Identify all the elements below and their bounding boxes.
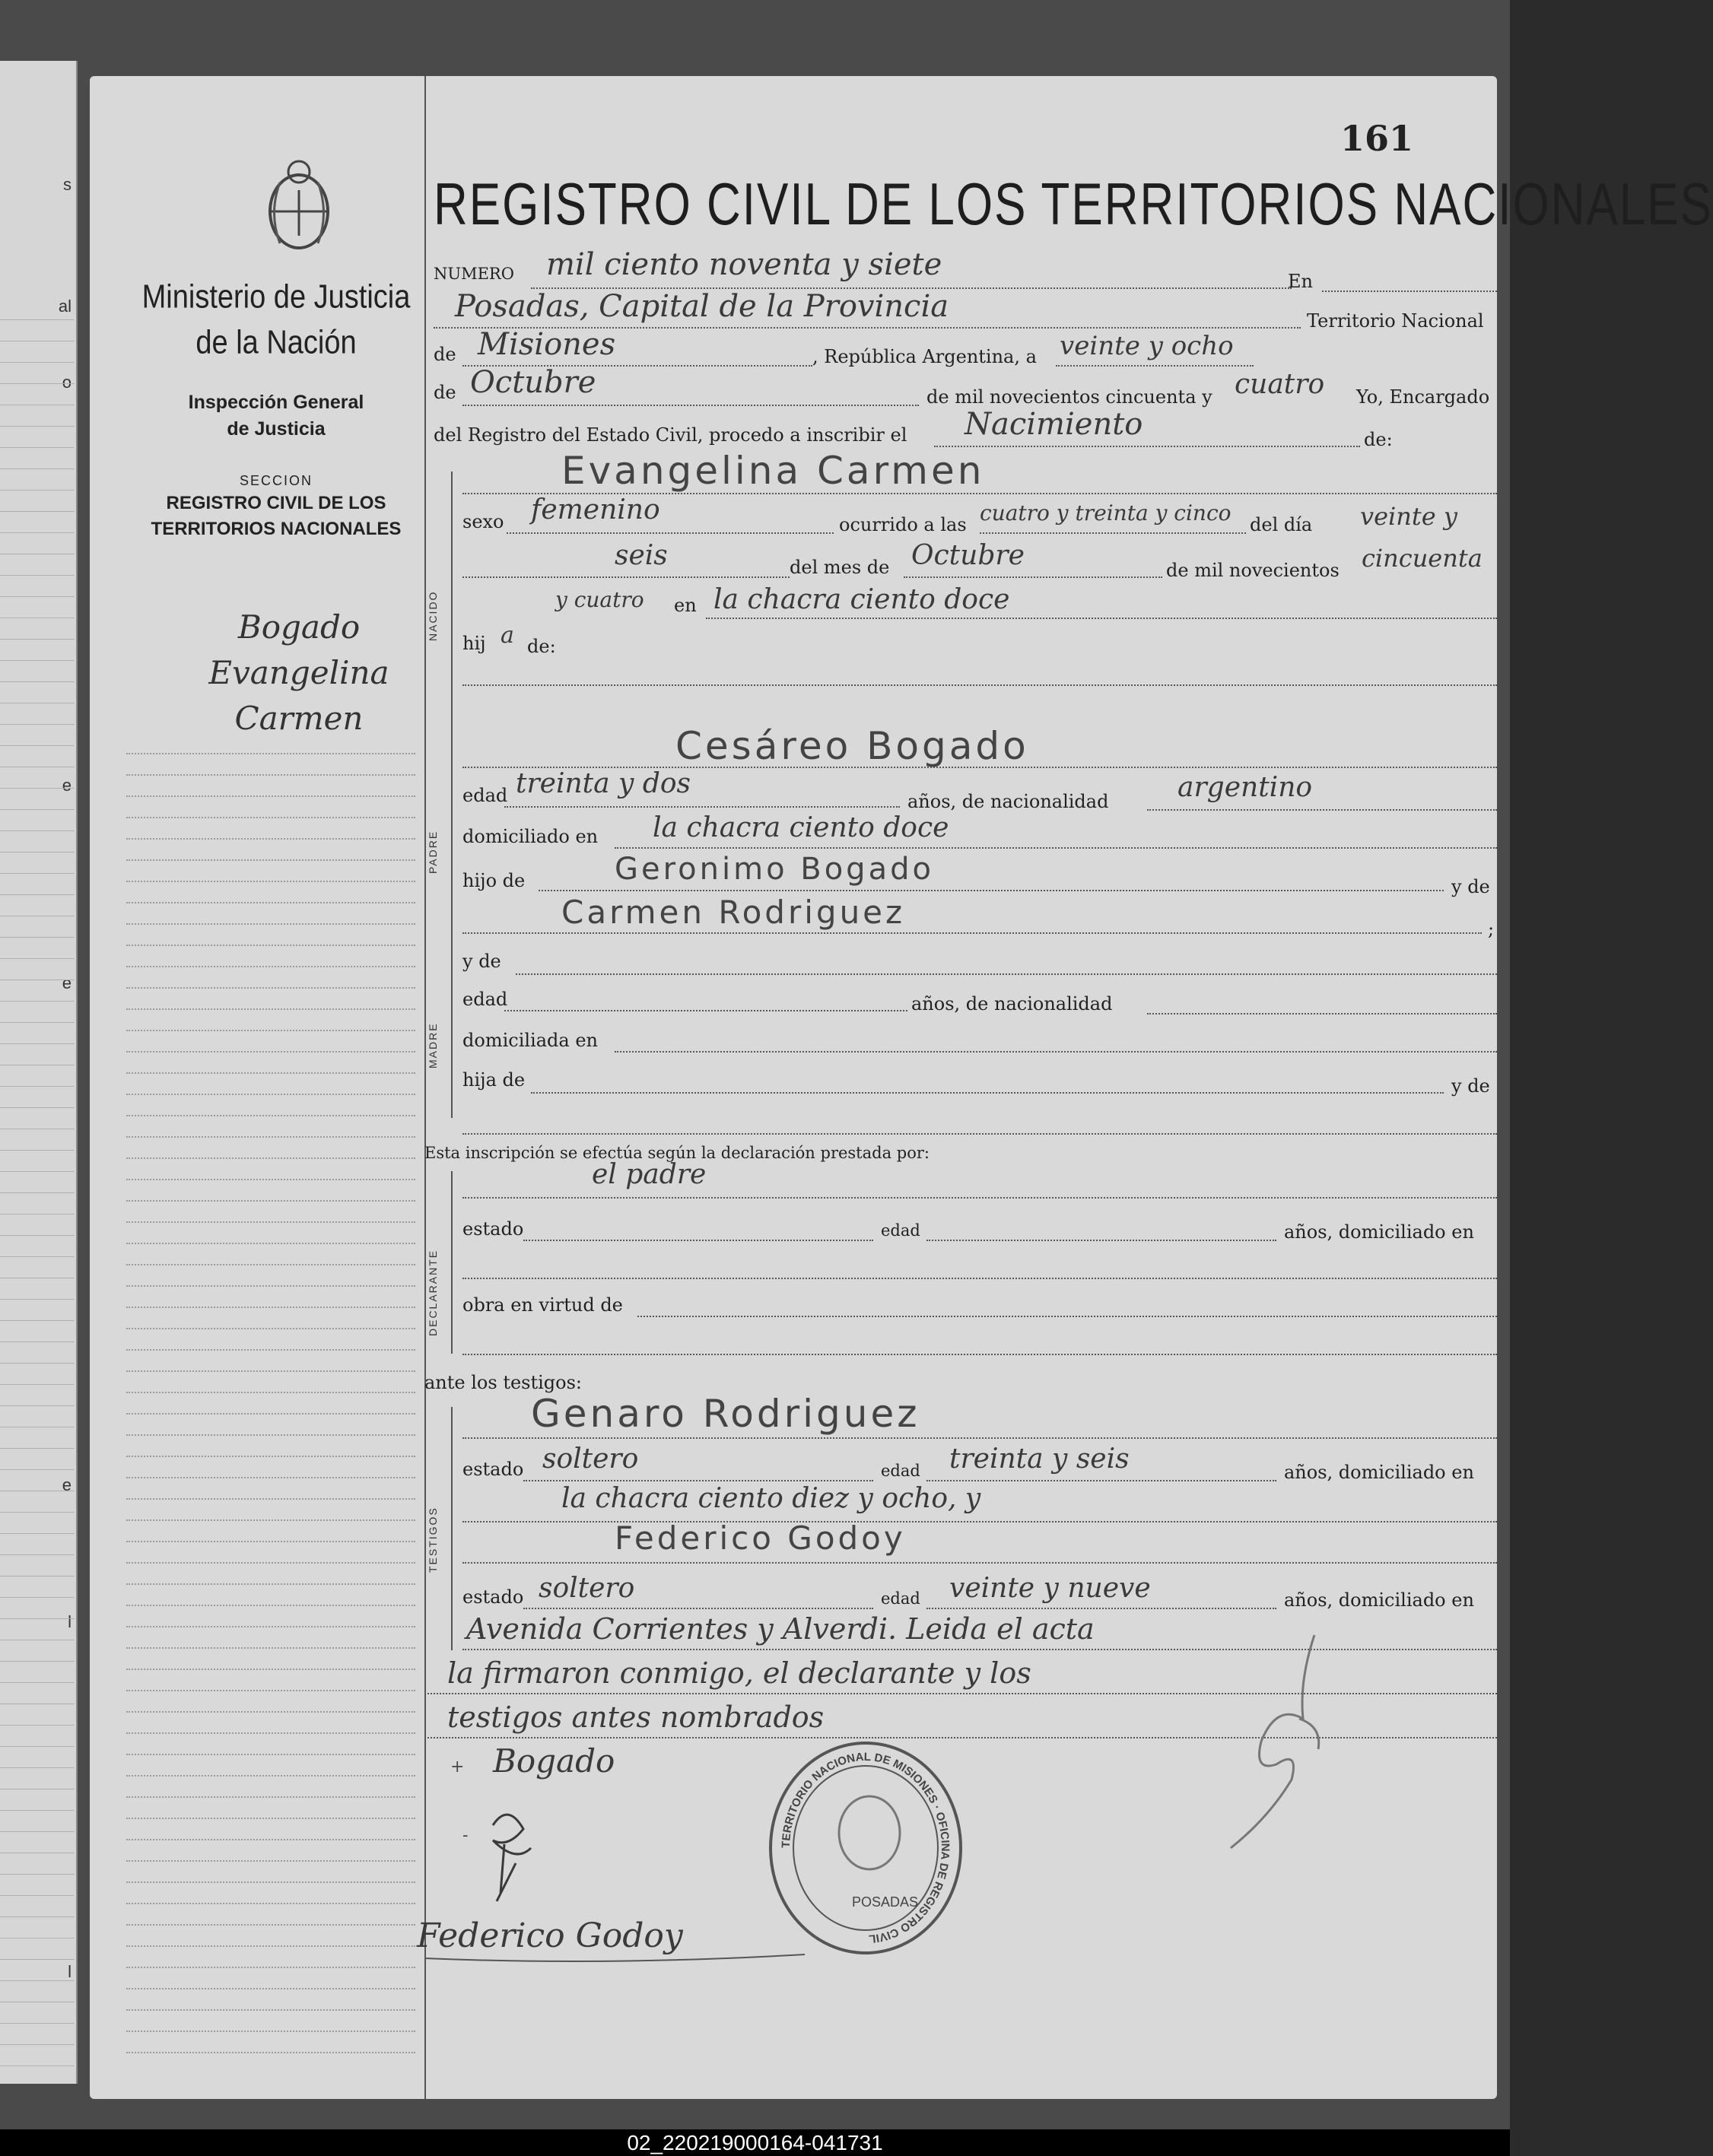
testigos-bracket — [451, 1407, 453, 1650]
margin-ruled-line — [126, 945, 415, 946]
section-label-testigos: TESTIGOS — [427, 1507, 439, 1573]
left-page-ruled-line — [0, 1874, 75, 1875]
margin-ruled-line — [126, 2052, 415, 2053]
margin-ruled-line — [126, 1945, 415, 1947]
label-estado: estado — [462, 1218, 524, 1240]
en-line — [1322, 291, 1497, 292]
margin-surname: Bogado — [237, 608, 361, 646]
left-page-ruled-line — [0, 852, 75, 853]
left-page-ruled-line — [0, 426, 75, 427]
testigo1-edad-line — [926, 1480, 1276, 1481]
margin-ruled-line — [126, 1392, 415, 1393]
left-page-ruled-line — [0, 894, 75, 895]
left-page-ruled-line — [0, 1001, 75, 1002]
left-page-fragment: l — [68, 1612, 72, 1631]
left-page-ruled-line — [0, 1171, 75, 1172]
label-esta-inscripcion: Esta inscripción se efectúa según la declaración prestada por: — [424, 1144, 930, 1162]
hw-lugar-nac: la chacra ciento doce — [713, 584, 1010, 615]
hw-padre-nac: argentino — [1177, 772, 1313, 803]
margin-first-name: Evangelina — [208, 654, 389, 691]
hw-padre-nombre: Cesáreo Bogado — [675, 724, 1029, 768]
left-page-fragment: o — [62, 373, 72, 392]
left-page-ruled-line — [0, 830, 75, 831]
semicolon: ; — [1488, 919, 1495, 940]
padre-edad-line — [504, 806, 900, 808]
label-hijo-de: hijo de — [462, 870, 526, 891]
label-de-mil: de mil novecientos cincuenta y — [926, 386, 1212, 408]
left-page-ruled-line — [0, 511, 75, 512]
left-page-edge — [0, 61, 78, 2084]
margin-ruled-line — [126, 817, 415, 818]
label-yo-encargado: Yo, Encargado — [1356, 386, 1490, 408]
label-y-de: y de — [1451, 876, 1490, 897]
inspection-title-line2: de Justicia — [227, 418, 326, 440]
left-page-fragment: s — [63, 175, 72, 194]
signature-bogado — [447, 1719, 645, 1795]
margin-ruled-line — [126, 1413, 415, 1415]
left-page-ruled-line — [0, 447, 75, 448]
margin-ruled-line — [126, 1519, 415, 1521]
left-page-ruled-line — [0, 319, 75, 320]
left-page-ruled-line — [0, 1916, 75, 1917]
hw-lugar: Posadas, Capital de la Provincia — [455, 289, 949, 324]
sexo-line — [507, 532, 834, 534]
left-page-ruled-line — [0, 1469, 75, 1470]
declarante-name-line — [462, 1197, 1497, 1199]
margin-ruled-line — [126, 1796, 415, 1798]
madre-domicilio-line — [615, 1051, 1497, 1053]
declarante-edad-line — [926, 1240, 1276, 1241]
label-anios-dom-t2: años, domiciliado en — [1284, 1589, 1474, 1611]
inspection-title-line1: Inspección General — [188, 392, 364, 413]
label-territorio-nacional: Territorio Nacional — [1307, 310, 1484, 332]
nacido-bracket — [451, 472, 453, 722]
left-page-ruled-line — [0, 958, 75, 959]
left-page-ruled-line — [0, 1959, 75, 1960]
argentine-coat-of-arms-icon — [257, 152, 341, 259]
left-page-ruled-line — [0, 1022, 75, 1023]
dia-line-2 — [462, 576, 790, 578]
seal-city: POSADAS — [852, 1894, 919, 1910]
hw-anio-nac-1: cincuenta — [1362, 544, 1483, 573]
margin-ruled-line — [126, 923, 415, 925]
hw-cierre-3: testigos antes nombrados — [447, 1700, 825, 1734]
left-page-ruled-line — [0, 468, 75, 469]
margin-ruled-line — [126, 1456, 415, 1457]
left-page-ruled-line — [0, 575, 75, 576]
madre-bracket — [451, 943, 453, 1118]
fecha-dia-line — [1056, 365, 1254, 367]
margin-ruled-line — [126, 1988, 415, 1989]
left-page-ruled-line — [0, 1405, 75, 1406]
label-y-de-end: y de — [1451, 1075, 1490, 1097]
left-page-ruled-line — [0, 639, 75, 640]
margin-ruled-line — [126, 1881, 415, 1883]
label-de3: de: — [1364, 429, 1393, 450]
left-page-ruled-line — [0, 1767, 75, 1768]
margin-ruled-line — [126, 1243, 415, 1244]
margin-ruled-line — [126, 1328, 415, 1329]
hw-anio-nac-2: y cuatro — [555, 587, 644, 612]
label-de-mil2: de mil novecientos — [1166, 560, 1340, 581]
testigo2-name-line — [462, 1562, 1497, 1564]
svg-text:+: + — [450, 1758, 465, 1777]
declarante-estado-line — [523, 1240, 873, 1241]
margin-column — [90, 76, 426, 2099]
label-anios-nac: años, de nacionalidad — [907, 791, 1109, 812]
label-edad-madre: edad — [462, 989, 508, 1010]
margin-ruled-line — [126, 987, 415, 989]
section-label-declarante: DECLARANTE — [427, 1249, 439, 1337]
margin-ruled-line — [126, 795, 415, 797]
margin-ruled-line — [126, 1967, 415, 1968]
testigo2-estado-line — [523, 1608, 873, 1609]
left-page-ruled-line — [0, 1554, 75, 1555]
hw-padre-edad: treinta y dos — [516, 768, 691, 799]
margin-ruled-line — [126, 1030, 415, 1031]
left-page-fragment: e — [62, 1475, 72, 1494]
acto-line — [934, 446, 1360, 447]
left-page-ruled-line — [0, 1512, 75, 1513]
margin-ruled-line — [126, 1094, 415, 1095]
hw-testigo2-estado: soltero — [539, 1573, 635, 1604]
margin-ruled-line — [126, 1200, 415, 1202]
margin-ruled-line — [126, 1179, 415, 1180]
left-page-ruled-line — [0, 2044, 75, 2045]
left-page-ruled-line — [0, 1214, 75, 1215]
margin-ruled-line — [126, 1285, 415, 1287]
margin-ruled-line — [126, 1221, 415, 1223]
margin-ruled-line — [126, 2031, 415, 2032]
left-page-ruled-line — [0, 1682, 75, 1683]
label-del-dia: del día — [1250, 514, 1313, 535]
left-page-ruled-line — [0, 1597, 75, 1598]
margin-ruled-line — [126, 1562, 415, 1564]
hw-testigo1-nombre: Genaro Rodriguez — [531, 1392, 920, 1436]
left-page-ruled-line — [0, 383, 75, 384]
label-anios-dom: años, domiciliado en — [1284, 1221, 1474, 1243]
left-page-fragment: e — [62, 973, 72, 992]
left-page-ruled-line — [0, 490, 75, 491]
margin-ruled-line — [126, 881, 415, 882]
label-obra-en-virtud: obra en virtud de — [462, 1294, 623, 1316]
left-page-ruled-line — [0, 724, 75, 725]
left-page-ruled-line — [0, 532, 75, 533]
margin-ruled-line — [126, 1477, 415, 1478]
label-del-registro: del Registro del Estado Civil, procedo a inscribir el — [434, 424, 907, 446]
label-estado-t2: estado — [462, 1586, 524, 1608]
label-edad-decl: edad — [881, 1221, 920, 1240]
signature-bogado-text: Bogado — [493, 1742, 615, 1780]
hw-dia-1: veinte y — [1360, 502, 1457, 531]
section-label-padre: PADRE — [427, 830, 439, 874]
hw-hij-suffix: a — [501, 622, 514, 649]
margin-ruled-line — [126, 1690, 415, 1691]
signature-mark-declarante — [462, 1795, 569, 1909]
left-page-ruled-line — [0, 1256, 75, 1257]
hw-sexo: femenino — [531, 494, 660, 526]
margin-ruled-line — [126, 1669, 415, 1670]
margin-ruled-line — [126, 1541, 415, 1542]
hw-testigo2-nombre: Federico Godoy — [615, 1519, 906, 1557]
left-page-ruled-line — [0, 1618, 75, 1619]
label-estado-t1: estado — [462, 1459, 524, 1480]
madre-edad-line — [504, 1010, 907, 1011]
left-page-ruled-line — [0, 1299, 75, 1300]
label-ocurrido: ocurrido a las — [839, 514, 967, 535]
hw-testigo1-domicilio: la chacra ciento diez y ocho, y — [561, 1483, 981, 1514]
padre-bracket — [451, 722, 453, 958]
hw-nombre-nacido: Evangelina Carmen — [561, 449, 985, 493]
signature-encargado — [1185, 1620, 1360, 1871]
margin-ruled-line — [126, 774, 415, 776]
mes-nac-line — [904, 576, 1162, 578]
madre-extra-line — [462, 1133, 1497, 1135]
registry-title-line1: REGISTRO CIVIL DE LOS — [166, 493, 386, 513]
padre-domicilio-line — [615, 847, 1497, 849]
hw-testigo1-estado: soltero — [542, 1443, 639, 1475]
registry-title-line2: TERRITORIOS NACIONALES — [151, 519, 402, 539]
margin-ruled-line — [126, 1051, 415, 1053]
label-edad-t2: edad — [881, 1589, 920, 1608]
label-sexo: sexo — [462, 511, 504, 532]
label-edad-t1: edad — [881, 1462, 920, 1480]
label-ante-testigos: ante los testigos: — [424, 1372, 583, 1393]
document-title: REGISTRO CIVIL DE LOS TERRITORIOS NACIONALES — [434, 172, 1713, 238]
left-page-ruled-line — [0, 1448, 75, 1449]
margin-ruled-line — [126, 1839, 415, 1840]
hw-acto: Nacimiento — [965, 407, 1143, 442]
page-number: 161 — [1340, 118, 1413, 159]
margin-ruled-line — [126, 1924, 415, 1926]
margin-ruled-line — [126, 1754, 415, 1755]
label-del-mes: del mes de — [790, 557, 890, 578]
hw-numero: mil ciento noventa y siete — [546, 247, 942, 282]
left-page-ruled-line — [0, 1043, 75, 1044]
lugar-nac-line — [706, 618, 1497, 619]
testigo1-name-line — [462, 1437, 1497, 1439]
left-page-ruled-line — [0, 660, 75, 661]
margin-ruled-line — [126, 1157, 415, 1159]
madre-nac-line — [1147, 1013, 1497, 1014]
section-label-madre: MADRE — [427, 1022, 439, 1069]
margin-ruled-line — [126, 1434, 415, 1436]
hw-cierre-2: la firmaron conmigo, el declarante y los — [447, 1656, 1031, 1690]
left-page-ruled-line — [0, 1533, 75, 1534]
left-page-ruled-line — [0, 362, 75, 363]
hw-declarante: el padre — [592, 1159, 707, 1190]
margin-ruled-line — [126, 753, 415, 754]
left-page-ruled-line — [0, 1725, 75, 1726]
margin-ruled-line — [126, 1626, 415, 1627]
hij-blank-line — [462, 684, 1497, 686]
signature-godoy-text: Federico Godoy — [417, 1916, 683, 1955]
hw-abuelo: Geronimo Bogado — [615, 852, 934, 887]
margin-ruled-line — [126, 1307, 415, 1308]
left-page-ruled-line — [0, 1980, 75, 1981]
margin-ruled-line — [126, 1072, 415, 1074]
hw-padre-domicilio: la chacra ciento doce — [653, 812, 949, 843]
label-de4: de: — [527, 636, 556, 657]
left-page-ruled-line — [0, 2023, 75, 2024]
hw-fecha-dia: veinte y ocho — [1060, 331, 1234, 361]
label-numero: NUMERO — [434, 265, 514, 283]
margin-ruled-line — [126, 1711, 415, 1713]
ministry-title-line2: de la Nación — [195, 324, 357, 362]
left-page-ruled-line — [0, 1576, 75, 1577]
section-label-nacido: NACIDO — [427, 590, 439, 642]
left-page-ruled-line — [0, 1086, 75, 1087]
label-de2: de — [434, 382, 456, 403]
label-anios-nac-madre: años, de nacionalidad — [911, 993, 1113, 1014]
left-page-ruled-line — [0, 937, 75, 938]
hw-dia-2: seis — [615, 540, 668, 571]
margin-ruled-line — [126, 1583, 415, 1585]
margin-ruled-line — [126, 1349, 415, 1351]
margin-ruled-line — [126, 966, 415, 967]
hw-testigo1-edad: treinta y seis — [949, 1443, 1130, 1475]
margin-ruled-line — [126, 2009, 415, 2011]
obra-extra-line — [462, 1354, 1497, 1355]
testigo1-estado-line — [523, 1480, 873, 1481]
label-de: de — [434, 344, 456, 365]
seal-ring-text: TERRITORIO NACIONAL DE MISIONES · OFICINA DE REGISTRO CIVIL — [779, 1750, 952, 1945]
testigo2-edad-line — [926, 1608, 1276, 1609]
margin-ruled-line — [126, 1136, 415, 1138]
abuelo-line — [539, 890, 1444, 891]
left-page-fragment: e — [62, 776, 72, 795]
svg-text:-: - — [462, 1826, 469, 1845]
left-page-ruled-line — [0, 1661, 75, 1662]
obra-line — [637, 1316, 1497, 1317]
left-page-ruled-line — [0, 745, 75, 746]
left-page-ruled-line — [0, 788, 75, 789]
margin-ruled-line — [126, 1498, 415, 1500]
margin-ruled-line — [126, 1818, 415, 1819]
left-page-ruled-line — [0, 873, 75, 874]
hw-fecha-mes: Octubre — [470, 365, 596, 400]
left-page-ruled-line — [0, 596, 75, 597]
margin-ruled-line — [126, 1605, 415, 1606]
label-en: En — [1288, 271, 1313, 292]
register-page — [90, 76, 1713, 2099]
label-domiciliada-en: domiciliada en — [462, 1030, 598, 1051]
left-page-ruled-line — [0, 1895, 75, 1896]
hw-abuela: Carmen Rodriguez — [561, 894, 906, 931]
label-hija-de: hija de — [462, 1069, 526, 1091]
declarante-domicilio-line — [462, 1278, 1497, 1279]
declarante-bracket — [451, 1171, 453, 1354]
margin-ruled-line — [126, 1647, 415, 1649]
left-page-ruled-line — [0, 1363, 75, 1364]
madre-name-line — [516, 973, 1497, 975]
label-hij: hij — [462, 633, 486, 654]
margin-ruled-line — [126, 1008, 415, 1010]
margin-ruled-line — [126, 1732, 415, 1734]
margin-ruled-line — [126, 859, 415, 861]
abuela-line — [462, 932, 1482, 934]
label-anios-dom-t1: años, domiciliado en — [1284, 1462, 1474, 1483]
hw-testigo2-edad: veinte y nueve — [949, 1573, 1151, 1604]
section-label: SECCION — [239, 473, 313, 488]
left-page-ruled-line — [0, 1746, 75, 1747]
left-page-ruled-line — [0, 1384, 75, 1385]
left-page-ruled-line — [0, 681, 75, 682]
label-y-de-madre: y de — [462, 951, 501, 972]
margin-ruled-line — [126, 1860, 415, 1862]
hora-line — [980, 532, 1246, 534]
left-page-ruled-line — [0, 1192, 75, 1193]
margin-ruled-line — [126, 1775, 415, 1777]
padre-nac-line — [1147, 809, 1497, 811]
hw-cierre-1: Avenida Corrientes y Alverdi. Leida el acta — [466, 1612, 1095, 1646]
hw-fecha-anio: cuatro — [1235, 369, 1325, 400]
label-republica: , República Argentina, a — [812, 346, 1037, 367]
left-page-ruled-line — [0, 1107, 75, 1108]
label-domiciliado-en: domiciliado en — [462, 826, 599, 847]
fecha-mes-line — [462, 405, 919, 406]
left-page-ruled-line — [0, 809, 75, 810]
label-en2: en — [674, 595, 697, 616]
image-id-footer: 02_220219000164-041731 — [0, 2129, 1510, 2156]
margin-ruled-line — [126, 902, 415, 903]
left-page-ruled-line — [0, 1150, 75, 1151]
margin-middle-name: Carmen — [234, 700, 364, 737]
left-page-fragment: l — [68, 1962, 72, 1981]
left-page-ruled-line — [0, 1320, 75, 1321]
margin-ruled-line — [126, 838, 415, 840]
left-page-ruled-line — [0, 1235, 75, 1236]
left-page-fragment: al — [58, 297, 72, 316]
label-edad: edad — [462, 785, 508, 806]
margin-ruled-line — [126, 1264, 415, 1265]
ministry-title-line1: Ministerio de Justicia — [141, 278, 411, 316]
left-page-ruled-line — [0, 1831, 75, 1832]
left-page-ruled-line — [0, 1810, 75, 1811]
madre-hija-de-line — [531, 1092, 1444, 1094]
hw-hora: cuatro y treinta y cinco — [980, 500, 1232, 526]
margin-ruled-line — [126, 1370, 415, 1372]
margin-ruled-line — [126, 1903, 415, 1904]
hw-territorio: Misiones — [478, 327, 616, 362]
official-seal — [767, 1738, 965, 1958]
hw-mes-nac: Octubre — [911, 540, 1025, 571]
margin-ruled-line — [126, 1115, 415, 1116]
